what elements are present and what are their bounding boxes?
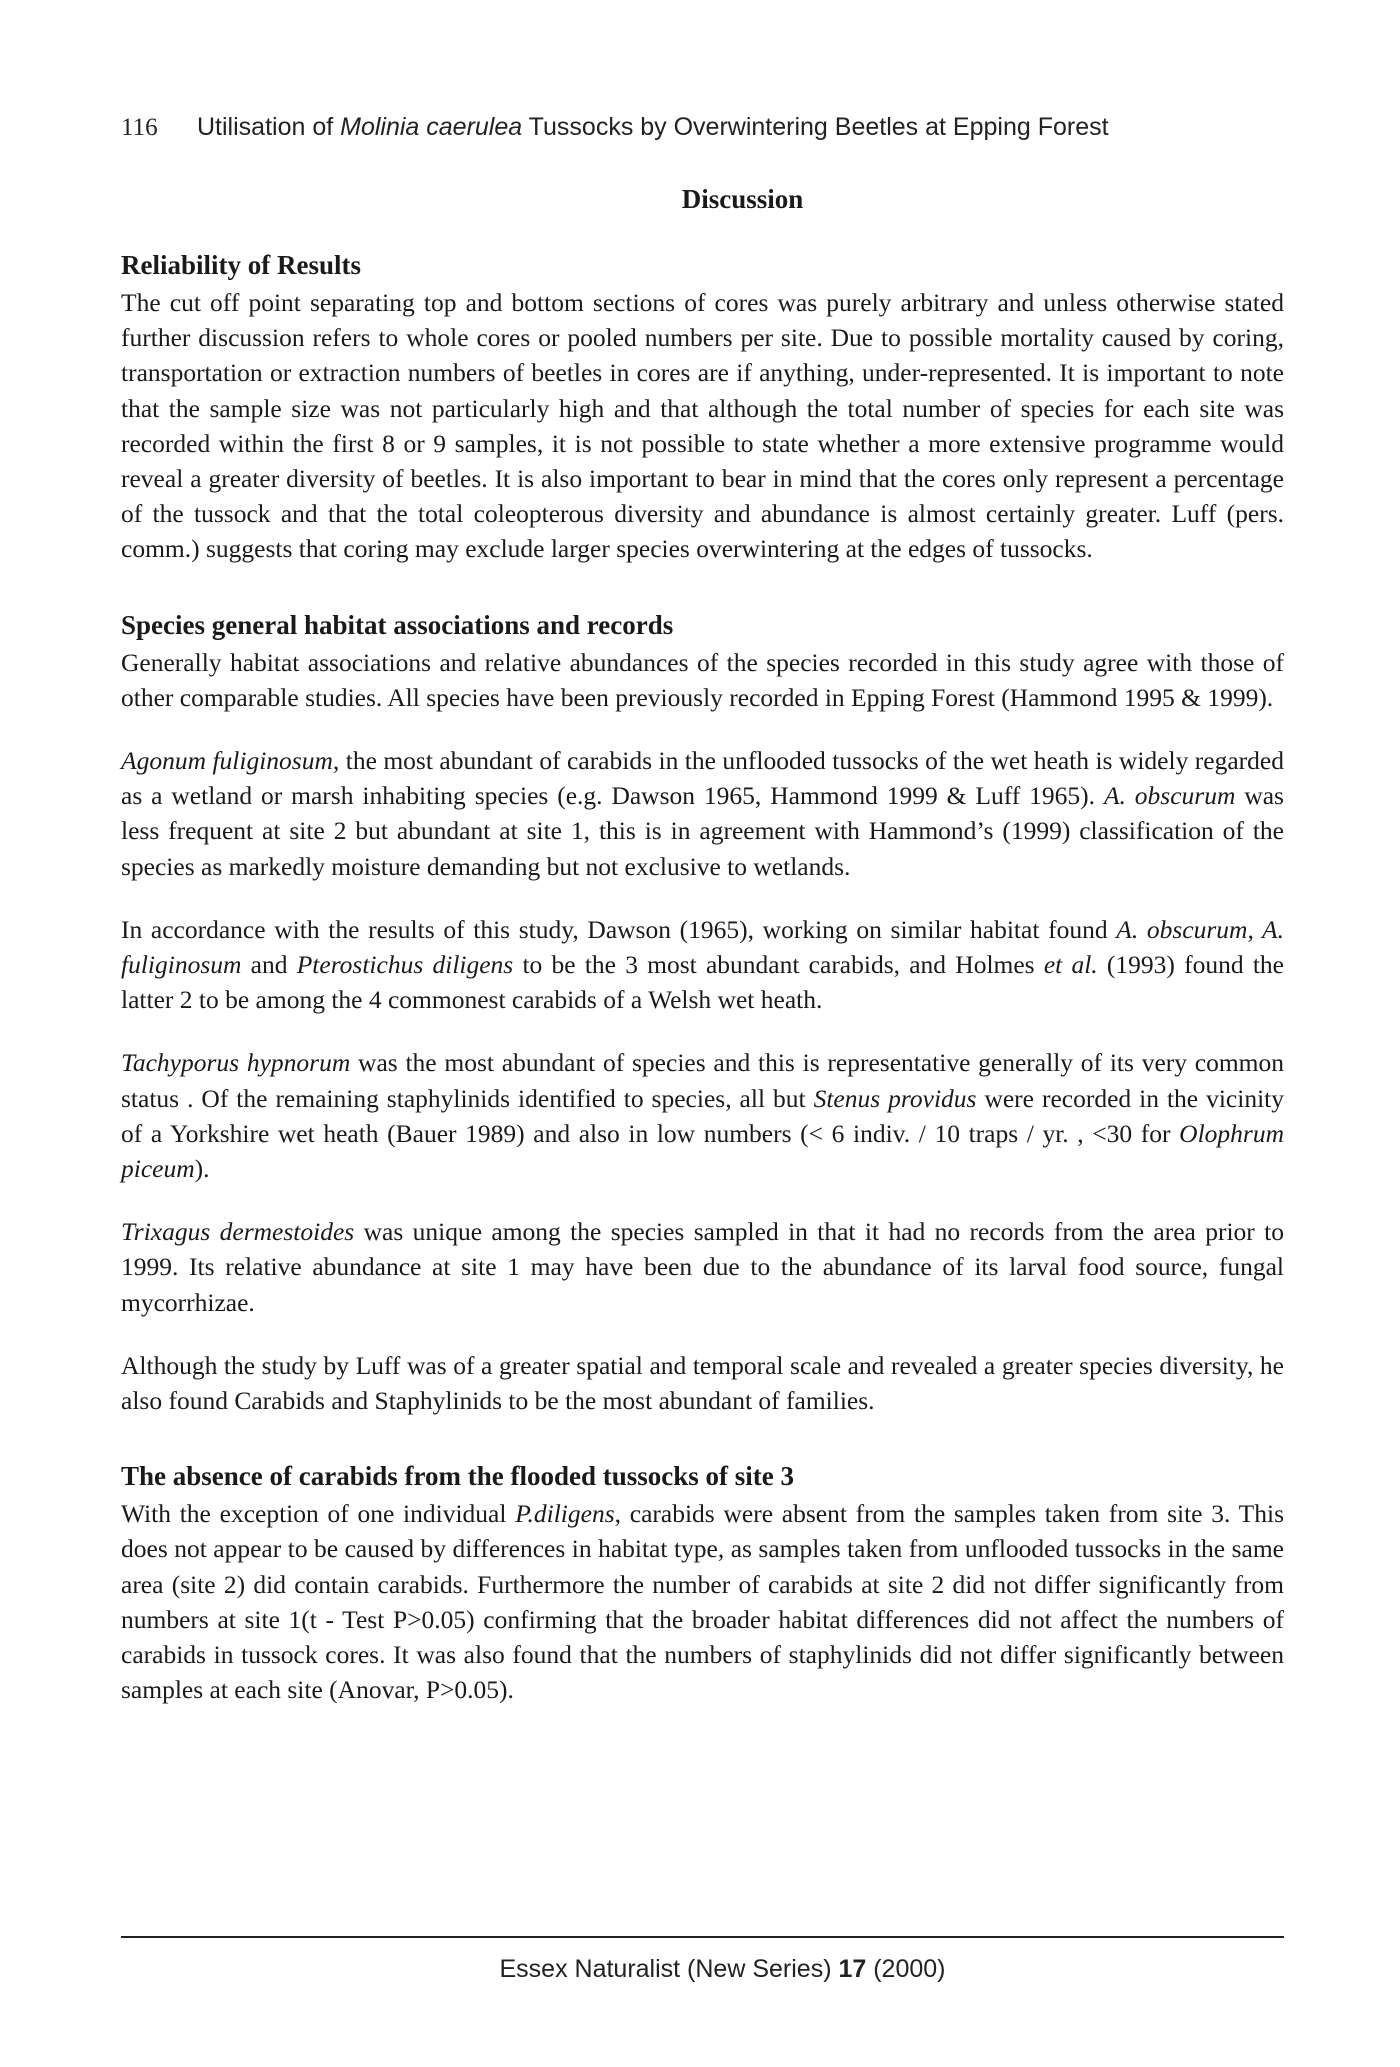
species-name: Agonum fuliginosum: [121, 746, 333, 776]
text-run: (1993) found the latter 2 to be among the 4 commonest carabids of a Welsh wet heath.: [121, 950, 1284, 1015]
species-name: A. obscurum: [1103, 781, 1236, 811]
habitat-paragraph-5: [121, 1214, 1284, 1320]
absence-paragraph: [121, 1496, 1284, 1707]
reliability-heading: Reliability of Results: [121, 250, 361, 280]
absence-heading: The absence of carabids from the flooded tussocks of site 3: [121, 1461, 794, 1492]
journal-name: Essex Naturalist (New Series): [499, 1955, 839, 1983]
species-name: Pterostichus diligens: [296, 950, 514, 980]
text-run: and: [241, 950, 297, 980]
text-run: ).: [194, 1154, 210, 1184]
species-name: Stenus providus: [813, 1083, 977, 1113]
running-title: [197, 112, 1109, 142]
text-run: were recorded in the vicinity of a Yorkshire wet heath (Bauer 1989) and also in low numbers (< 6 indiv. / 10 traps / yr. , <30 for: [121, 1083, 1284, 1148]
species-name: Tachyporus hypnorum: [121, 1048, 351, 1078]
species-name: A. obscurum, A. fuliginosum: [121, 914, 1284, 980]
habitat-paragraph-2: [121, 743, 1284, 884]
text-run: With the exception of one individual: [121, 1499, 516, 1529]
species-name: P.diligens: [515, 1499, 615, 1529]
habitat-paragraph-4: [121, 1045, 1284, 1186]
text-run: , the most abundant of carabids in the unflooded tussocks of the wet heath is widely regarded as a wetland or marsh inhabiting species (e.g. Dawson 1965, Hammond 1999 & Luff 1965).: [121, 746, 1284, 811]
reliability-paragraph: The cut off point separating top and bottom sections of cores was purely arbitrary and unless otherwise stated further discussion refers to whole cores or pooled numbers per site. Due to possible mortality caused by coring, transportation or extraction numbers of beetles in cores are if anything, under-represented. It is important to note that the sample size was not particularly high and that although the total number of species for each site was recorded within the first 8 or 9 samples, it is not possible to state whether a more extensive programme would reveal a greater diversity of beetles. It is also important to bear in mind that the cores only represent a percentage of the tussock and that the total coleopterous diversity and abundance is almost certainly greater. Luff (pers. comm.) suggests that coring may exclude larger species overwintering at the edges of tussocks.: [121, 288, 1284, 564]
habitat-paragraph-1: Generally habitat associations and relative abundances of the species recorded in this study agree with those of other comparable studies. All species have been previously recorded in Epping Forest (Hammond 1995 & 1999).: [121, 647, 1284, 712]
text-run: was unique among the species sampled in that it had no records from the area prior to 1999. Its relative abundance at site 1 may have been due to the abundance of its larval food source, fungal mycorrhizae.: [121, 1217, 1284, 1317]
text-run: was the most abundant of species and this is representative generally of its very common status . Of the remaining staphylinids identified to species, all but: [121, 1048, 1285, 1113]
text-run: , carabids were absent from the samples taken from site 3. This does not appear to be caused by differences in habitat type, as samples taken from unflooded tussocks in the same area (site 2) did contain carabids. Furthermore the number of carabids at site 2 did not differ significantly from numbers at site 1(t - Test P>0.05) confirming that the broader habitat differences did not affect the numbers of carabids in tussock cores. It was also found that the numbers of staphylinids did not differ significantly between samples at each site (Anovar, P>0.05).: [121, 1499, 1284, 1705]
footer-rule: [121, 1936, 1284, 1938]
species-name: Olophrum piceum: [121, 1118, 1284, 1184]
habitat-heading: Species general habitat associations and records: [121, 609, 674, 640]
running-head: [121, 112, 1284, 143]
text-run: to be the 3 most abundant carabids, and Holmes: [513, 950, 1044, 980]
section-title: Discussion: [681, 184, 804, 214]
citation-etal: et al.: [1043, 950, 1098, 980]
publication-year: (2000): [866, 1955, 946, 1983]
page-number: 116: [121, 114, 158, 141]
footer: [121, 1954, 1284, 1984]
running-title-species: Molinia caerulea: [340, 113, 523, 141]
species-name: Trixagus dermestoides: [121, 1217, 355, 1247]
text-run: was less frequent at site 2 but abundant at site 1, this is in agreement with Hammond’s (1999) classification of the species as markedly moisture demanding but not exclusive to wetlands.: [121, 781, 1284, 881]
habitat-paragraph-6: Although the study by Luff was of a greater spatial and temporal scale and revealed a greater species diversity, he also found Carabids and Staphylinids to be the most abundant of families.: [121, 1350, 1284, 1416]
volume-number: 17: [838, 1955, 867, 1983]
page-content: [121, 112, 1284, 1708]
running-title-part1: Utilisation of: [197, 113, 341, 141]
text-run: In accordance with the results of this study, Dawson (1965), working on similar habitat found: [121, 914, 1117, 944]
running-title-part2: Tussocks by Overwintering Beetles at Epping Forest: [522, 113, 1109, 141]
habitat-paragraph-3: [121, 912, 1284, 1018]
